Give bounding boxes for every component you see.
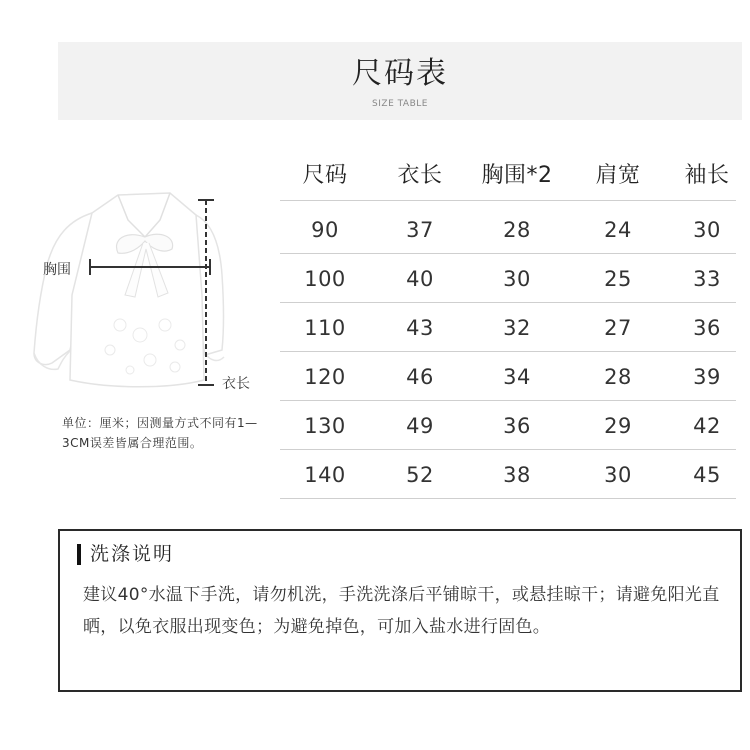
table-cell: 27 bbox=[604, 315, 632, 340]
table-cell: 33 bbox=[693, 266, 721, 291]
column-header: 尺码 bbox=[302, 162, 348, 188]
wash-heading: 洗涤说明 bbox=[90, 543, 175, 565]
chest-label: 胸围 bbox=[43, 262, 71, 278]
table-cell: 32 bbox=[503, 315, 531, 340]
header-banner bbox=[58, 42, 742, 120]
column-header: 肩宽 bbox=[595, 162, 641, 188]
length-label: 衣长 bbox=[222, 376, 250, 392]
garment-diagram bbox=[0, 175, 290, 415]
heading-accent-bar bbox=[77, 544, 81, 565]
measurement-note: 单位：厘米；因测量方式不同有1—3CM误差皆属合理范围。 bbox=[62, 416, 258, 450]
column-header: 胸围*2 bbox=[481, 162, 553, 188]
table-cell: 38 bbox=[503, 462, 531, 487]
table-row bbox=[280, 303, 736, 352]
table-cell: 28 bbox=[604, 364, 632, 389]
table-cell: 34 bbox=[503, 364, 531, 389]
table-row bbox=[280, 254, 736, 303]
table-cell: 29 bbox=[604, 413, 632, 438]
table-row bbox=[280, 401, 736, 450]
table-cell: 30 bbox=[693, 217, 721, 242]
row-separator bbox=[280, 498, 736, 499]
table-cell: 36 bbox=[503, 413, 531, 438]
table-row bbox=[280, 205, 736, 254]
table-cell: 46 bbox=[406, 364, 434, 389]
page-title: 尺码表 bbox=[352, 56, 448, 91]
table-row bbox=[280, 352, 736, 401]
table-cell: 45 bbox=[693, 462, 721, 487]
wash-instructions-box bbox=[58, 529, 742, 692]
table-cell: 110 bbox=[304, 315, 346, 340]
page-subtitle: SIZE TABLE bbox=[372, 99, 428, 109]
table-cell: 24 bbox=[604, 217, 632, 242]
table-cell: 30 bbox=[604, 462, 632, 487]
table-cell: 42 bbox=[693, 413, 721, 438]
table-cell: 25 bbox=[604, 266, 632, 291]
table-cell: 52 bbox=[406, 462, 434, 487]
table-header-row bbox=[280, 145, 736, 201]
row-separator bbox=[280, 200, 736, 201]
table-cell: 37 bbox=[406, 217, 434, 242]
table-cell: 30 bbox=[503, 266, 531, 291]
table-cell: 90 bbox=[311, 217, 339, 242]
table-cell: 140 bbox=[304, 462, 346, 487]
table-cell: 120 bbox=[304, 364, 346, 389]
table-cell: 49 bbox=[406, 413, 434, 438]
column-header: 袖长 bbox=[684, 162, 730, 188]
table-row bbox=[280, 450, 736, 499]
table-cell: 130 bbox=[304, 413, 346, 438]
table-cell: 43 bbox=[406, 315, 434, 340]
wash-text: 建议40°水温下手洗，请勿机洗，手洗洗涤后平铺晾干，或悬挂晾干；请避免阳光直晒，以免衣服出现变色；为避免掉色，可加入盐水进行固色。 bbox=[83, 585, 720, 637]
table-cell: 36 bbox=[693, 315, 721, 340]
table-cell: 40 bbox=[406, 266, 434, 291]
table-cell: 28 bbox=[503, 217, 531, 242]
column-header: 衣长 bbox=[397, 162, 443, 188]
table-cell: 39 bbox=[693, 364, 721, 389]
table-cell: 100 bbox=[304, 266, 346, 291]
